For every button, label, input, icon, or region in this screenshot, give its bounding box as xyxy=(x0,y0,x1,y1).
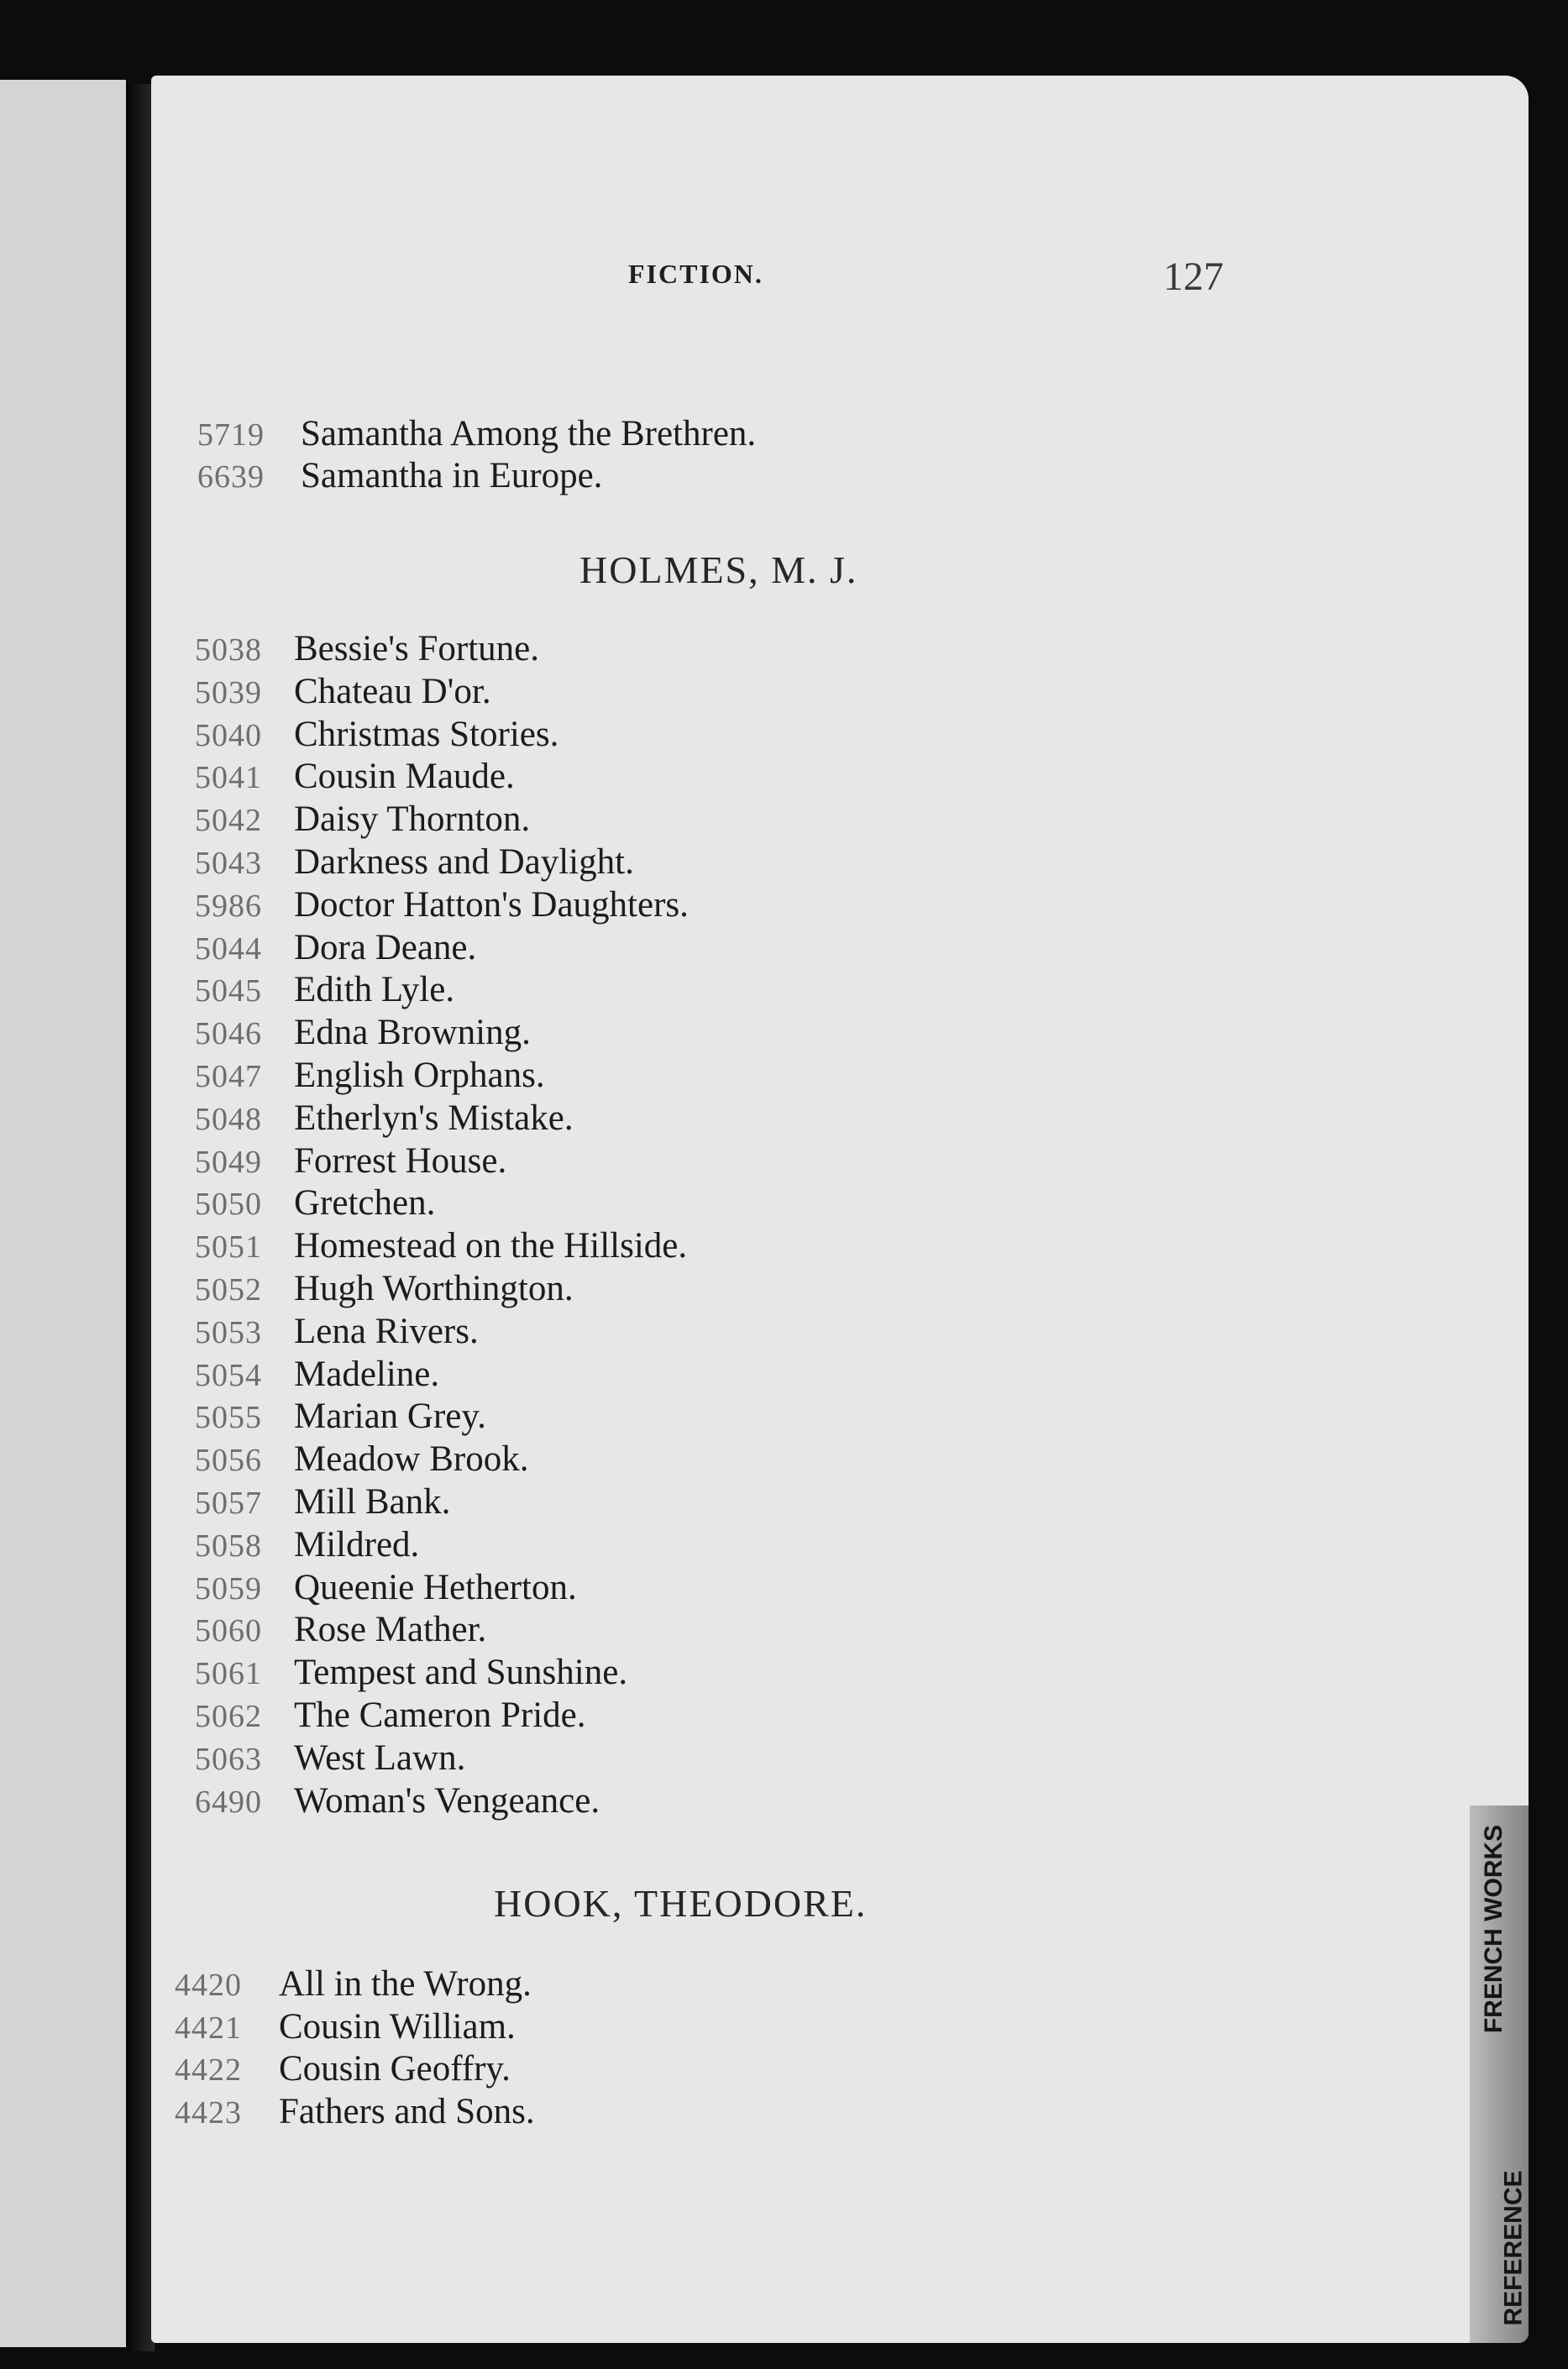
list-item xyxy=(151,1183,1243,1228)
entry-title: Cousin Maude. xyxy=(294,757,515,797)
list-item xyxy=(151,884,1243,930)
entry-number: 5060 xyxy=(195,1613,262,1649)
list-item xyxy=(151,456,1243,501)
page-header-title: FICTION. xyxy=(628,259,763,289)
list-item xyxy=(151,1698,1243,1740)
entry-title: Meadow Brook. xyxy=(294,1439,529,1480)
entry-number: 5719 xyxy=(197,417,265,453)
entry-number: 5047 xyxy=(195,1059,262,1094)
list-item xyxy=(151,2091,1243,2136)
entry-number: 4420 xyxy=(175,1968,242,2003)
entry-number: 5046 xyxy=(195,1016,262,1052)
entry-title: Queenie Hetherton. xyxy=(294,1567,577,1607)
entry-number: 5039 xyxy=(195,674,262,710)
entry-number: 5061 xyxy=(195,1656,262,1692)
list-item xyxy=(151,759,1243,801)
entry-title: Bessie's Fortune. xyxy=(294,629,540,668)
list-item xyxy=(151,1737,1243,1783)
entry-number: 5052 xyxy=(195,1272,262,1308)
list-item xyxy=(151,1311,1243,1356)
entry-title: Madeline. xyxy=(294,1354,440,1394)
list-item xyxy=(151,842,1243,887)
list-item xyxy=(151,799,1243,844)
entry-number: 5056 xyxy=(195,1443,262,1479)
entry-title: Christmas Stories. xyxy=(294,714,559,754)
entry-title: Samantha in Europe. xyxy=(301,456,603,495)
entry-title: Forrest House. xyxy=(294,1140,507,1181)
entry-number: 5054 xyxy=(195,1357,262,1393)
list-item xyxy=(151,1612,1243,1654)
entry-number: 5049 xyxy=(195,1144,262,1180)
entry-title: Gretchen. xyxy=(294,1183,436,1224)
list-item xyxy=(151,1015,1243,1057)
entry-title: Edith Lyle. xyxy=(294,970,455,1010)
entry-number: 5043 xyxy=(195,846,262,881)
entry-title: Rose Mather. xyxy=(294,1610,487,1650)
entry-number: 5048 xyxy=(195,1101,262,1137)
entry-number: 6639 xyxy=(197,459,265,495)
list-item xyxy=(151,1140,1243,1186)
entry-number: 5045 xyxy=(195,973,262,1009)
entry-title: All in the Wrong. xyxy=(279,1964,532,2004)
entry-number: 5044 xyxy=(195,930,262,967)
entry-number: 5059 xyxy=(195,1570,262,1606)
entry-number: 5040 xyxy=(195,717,262,753)
list-item xyxy=(151,1271,1243,1313)
entry-number: 5055 xyxy=(195,1400,262,1436)
left-page-edge xyxy=(0,80,126,2347)
entry-title: Darkness and Daylight. xyxy=(294,842,634,882)
entry-number: 5051 xyxy=(195,1229,262,1266)
entry-title: Mill Bank. xyxy=(294,1482,451,1522)
entry-number: 5053 xyxy=(195,1314,262,1350)
list-item xyxy=(151,671,1243,716)
entry-title: Lena Rivers. xyxy=(294,1311,479,1351)
entry-title: Mildred. xyxy=(294,1524,420,1564)
entry-title: Hugh Worthington. xyxy=(294,1269,574,1308)
list-item xyxy=(151,1058,1243,1100)
list-item xyxy=(151,972,1243,1014)
entry-number: 5042 xyxy=(195,803,262,839)
list-item xyxy=(151,1354,1243,1399)
entry-title: Etherlyn's Mistake. xyxy=(294,1098,574,1138)
entry-title: Edna Browning. xyxy=(294,1013,531,1053)
entry-title: Samantha Among the Brethren. xyxy=(301,414,757,453)
entry-title: Fathers and Sons. xyxy=(279,2091,535,2131)
list-item xyxy=(151,1964,1243,2009)
list-item xyxy=(151,1482,1243,1527)
entry-title: West Lawn. xyxy=(294,1737,466,1778)
list-item xyxy=(151,1567,1243,1612)
catalog-page xyxy=(151,76,1529,2343)
list-item xyxy=(151,1226,1243,1271)
entry-number: 4421 xyxy=(175,2010,242,2046)
tab-reference: REFERENCE xyxy=(1499,2170,1528,2326)
tab-french-works: FRENCH WORKS xyxy=(1480,1824,1508,2034)
entry-title: Doctor Hatton's Daughters. xyxy=(294,884,689,925)
page-number: 127 xyxy=(1163,254,1224,299)
list-item xyxy=(151,2049,1243,2094)
entry-title: Woman's Vengeance. xyxy=(294,1780,600,1821)
list-item xyxy=(151,629,1243,673)
entry-title: Chateau D'or. xyxy=(294,671,491,711)
entry-title: Dora Deane. xyxy=(294,927,477,967)
list-item xyxy=(151,1780,1243,1826)
index-side-tabs xyxy=(1470,1806,1529,2343)
list-item xyxy=(151,1655,1243,1697)
entry-title: Marian Grey. xyxy=(294,1397,486,1437)
list-item xyxy=(151,1399,1243,1441)
entry-number: 4422 xyxy=(175,2052,242,2088)
entry-number: 5038 xyxy=(195,632,262,668)
entry-number: 5058 xyxy=(195,1528,262,1564)
entry-title: English Orphans. xyxy=(294,1056,545,1095)
entry-number: 5986 xyxy=(195,888,262,924)
list-item xyxy=(151,927,1243,972)
list-item xyxy=(151,2006,1243,2052)
entry-number: 6490 xyxy=(195,1784,262,1820)
entry-title: The Cameron Pride. xyxy=(294,1696,586,1735)
entry-title: Tempest and Sunshine. xyxy=(294,1653,628,1693)
entry-title: Cousin William. xyxy=(279,2006,516,2047)
entry-title: Homestead on the Hillside. xyxy=(294,1226,688,1266)
list-item xyxy=(151,714,1243,759)
entry-title: Cousin Geoffry. xyxy=(279,2049,511,2089)
entry-number: 4423 xyxy=(175,2094,242,2131)
list-item xyxy=(151,1524,1243,1570)
entry-number: 5063 xyxy=(195,1741,262,1777)
entry-number: 5050 xyxy=(195,1187,262,1223)
entry-title: Daisy Thornton. xyxy=(294,799,531,840)
list-item xyxy=(151,1439,1243,1484)
entry-number: 5041 xyxy=(195,760,262,796)
book-binding xyxy=(126,84,155,2351)
author-heading: HOLMES, M. J. xyxy=(579,548,858,591)
author-heading: HOOK, THEODORE. xyxy=(494,1882,868,1925)
list-item xyxy=(151,1098,1243,1143)
list-item xyxy=(151,414,1243,459)
entry-number: 5062 xyxy=(195,1699,262,1734)
entry-number: 5057 xyxy=(195,1486,262,1521)
